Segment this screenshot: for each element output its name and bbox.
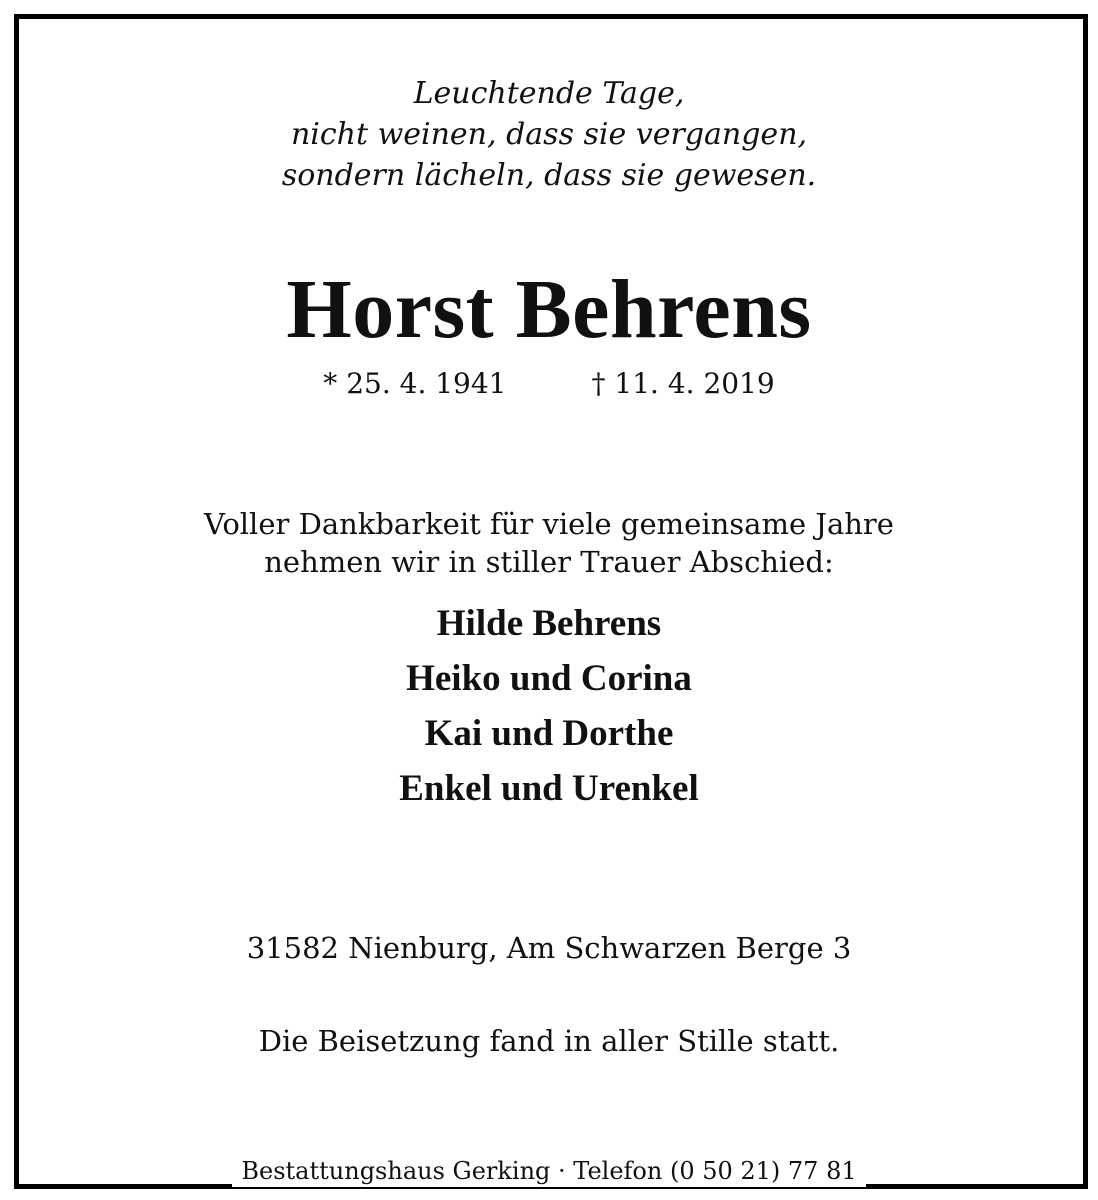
intro-line-1: Voller Dankbarkeit für viele gemeinsame Jahre bbox=[204, 507, 894, 541]
address: 31582 Nienburg, Am Schwarzen Berge 3 bbox=[246, 931, 852, 965]
poem-line-3: sondern lächeln, dass sie gewesen. bbox=[281, 158, 817, 193]
death-date: † 11. 4. 2019 bbox=[591, 367, 775, 400]
funeral-home-footer: Bestattungshaus Gerking · Telefon (0 50 21) 77 81 bbox=[232, 1155, 865, 1187]
mourner-1: Hilde Behrens bbox=[436, 603, 662, 644]
mourner-3: Kai und Dorthe bbox=[424, 713, 674, 754]
poem-line-2: nicht weinen, dass sie vergangen, bbox=[290, 117, 808, 152]
poem-line-1: Leuchtende Tage, bbox=[413, 76, 685, 111]
life-dates bbox=[0, 366, 1098, 402]
deceased-name: Horst Behrens bbox=[286, 263, 812, 356]
intro-line-2: nehmen wir in stiller Trauer Abschied: bbox=[264, 545, 834, 579]
birth-date: * 25. 4. 1941 bbox=[323, 367, 507, 400]
mourner-4: Enkel und Urenkel bbox=[399, 768, 699, 809]
footer-bar bbox=[0, 1155, 1098, 1187]
burial-note: Die Beisetzung fand in aller Stille statt. bbox=[258, 1024, 840, 1058]
mourner-2: Heiko und Corina bbox=[406, 658, 692, 699]
